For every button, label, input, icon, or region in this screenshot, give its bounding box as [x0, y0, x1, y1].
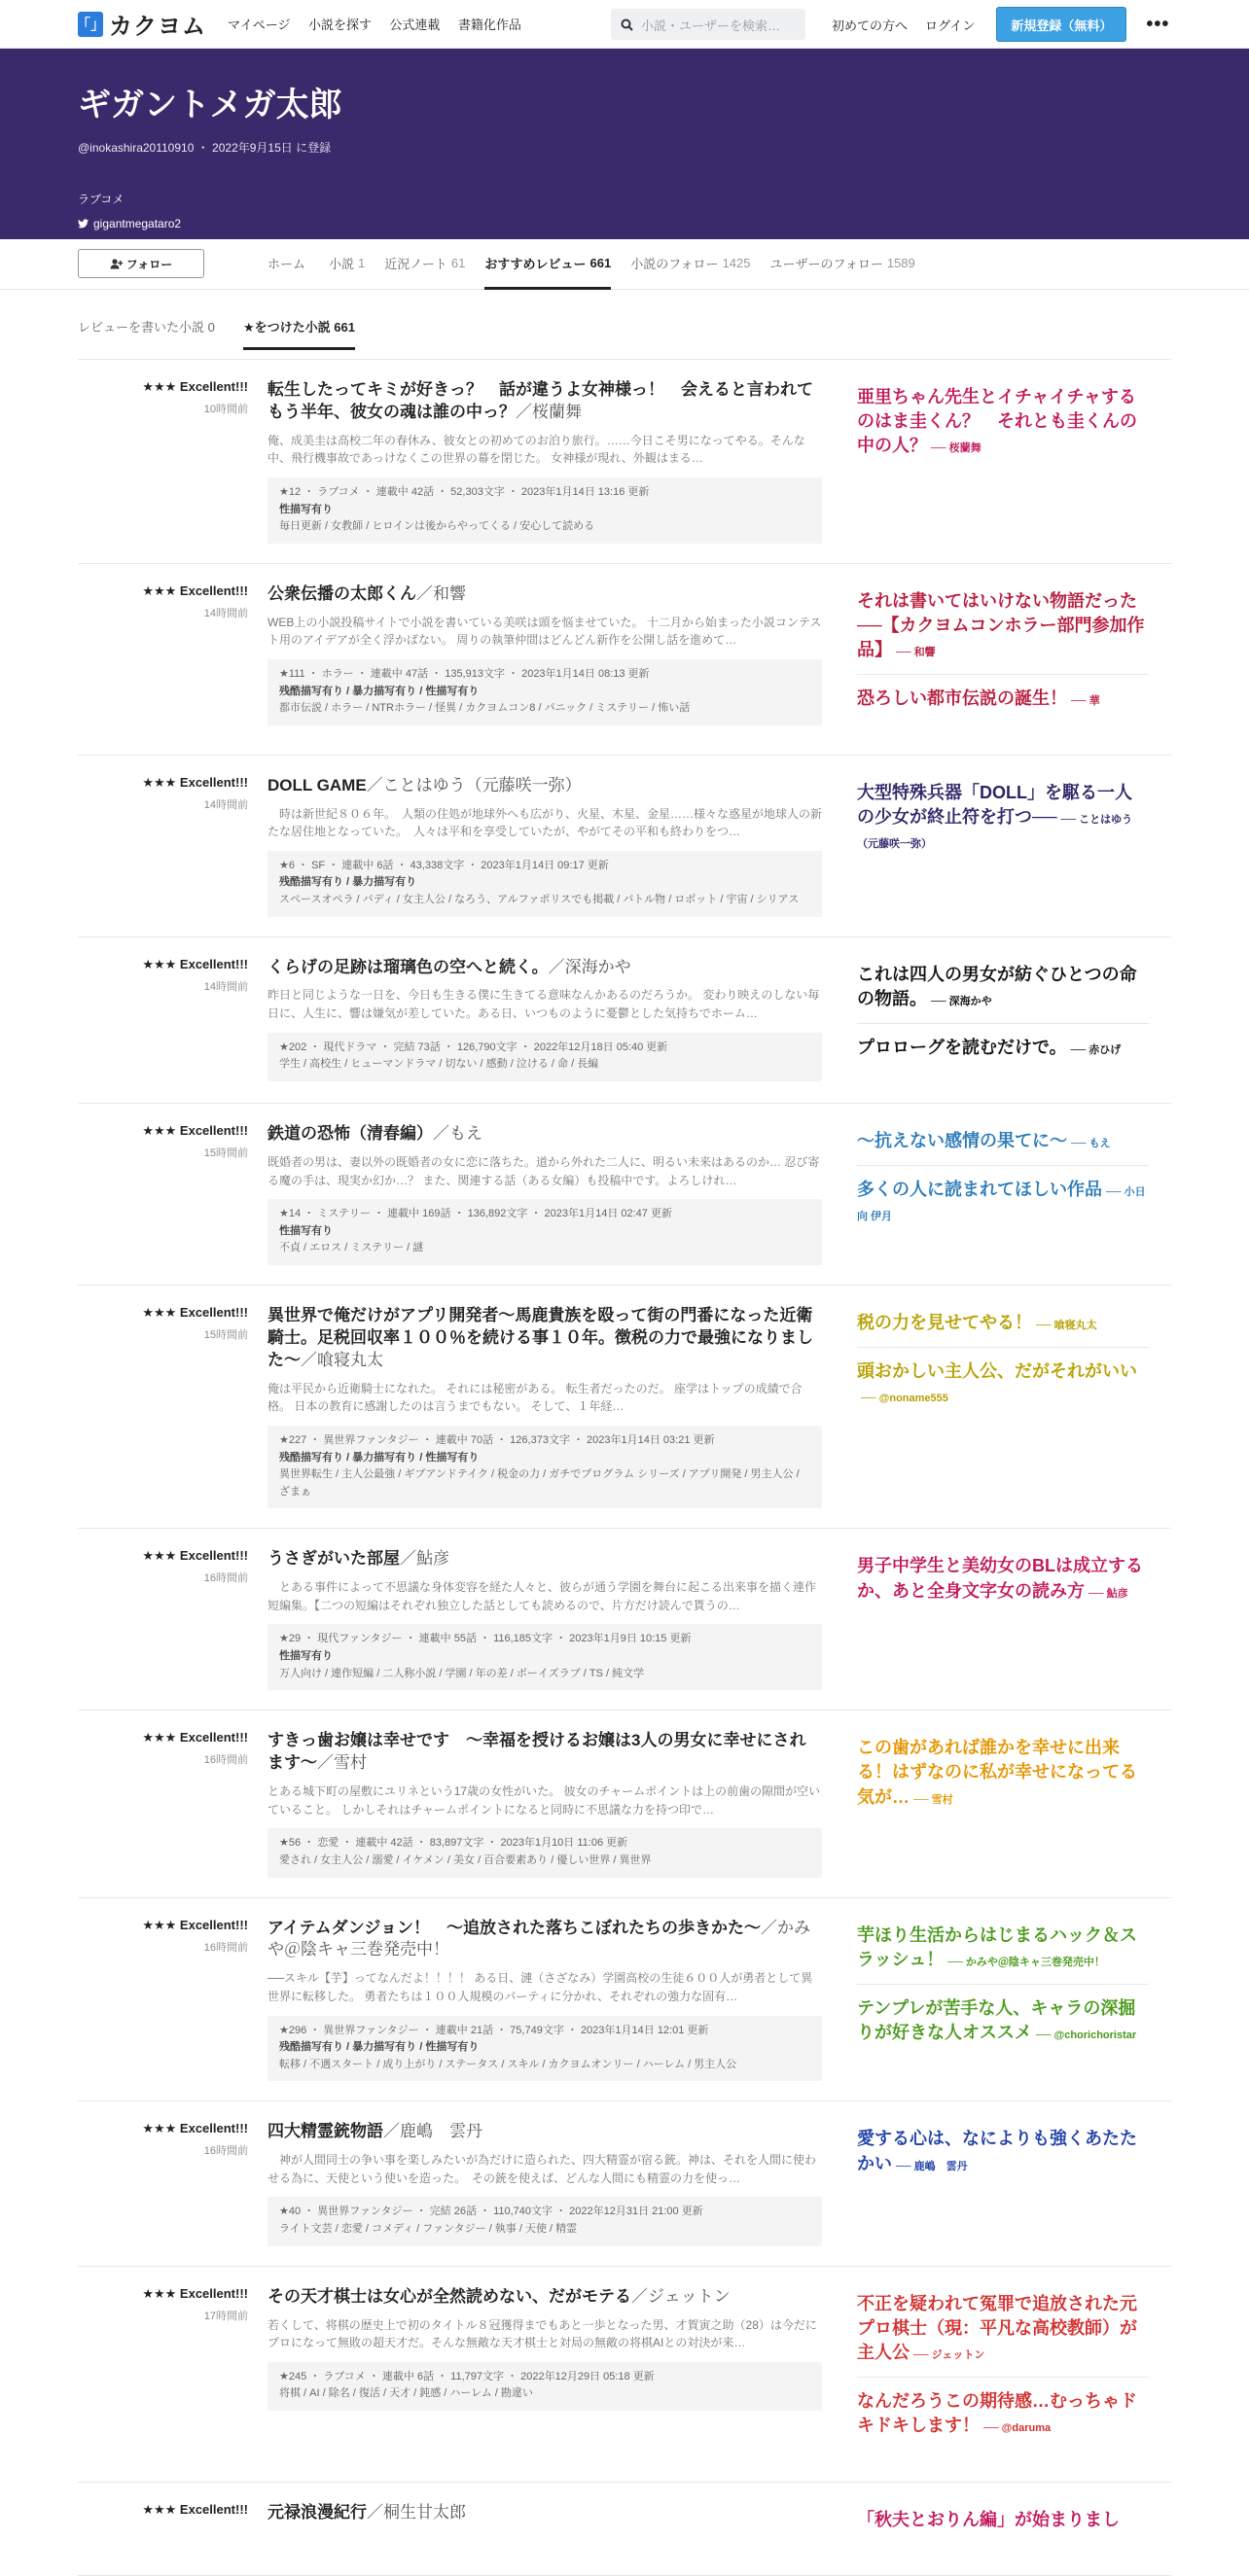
- review-comments: [857, 1305, 1149, 1508]
- novel-title-link[interactable]: [268, 380, 813, 421]
- star-rating: ★★★ Excellent!!!: [142, 2121, 248, 2136]
- login-link[interactable]: ログイン: [925, 18, 976, 33]
- more-icon[interactable]: •••: [1146, 13, 1170, 35]
- novel-author[interactable]: ／ことはゆう（元藤咲一弥）: [366, 775, 582, 794]
- review-comments: [857, 1123, 1149, 1265]
- review-item: [78, 937, 1171, 1105]
- star-rating: ★★★ Excellent!!!: [142, 1548, 248, 1564]
- novel-tags[interactable]: 毎日更新 / 女教師 / ヒロインは後からやってくる / 安心して読める: [279, 520, 595, 533]
- novel-title-link[interactable]: [268, 776, 582, 794]
- novel-title: 異世界で俺だけがアプリ開発者～馬鹿貴族を殴って街の門番になった近衛騎士。足税回収率１００％を続ける事１０年。徴税の力で最強になりました～: [268, 1305, 813, 1369]
- novel-title-link[interactable]: [268, 2287, 731, 2306]
- review-item: [78, 564, 1171, 756]
- review-comments: [857, 2286, 1149, 2462]
- subtab-starred-novels[interactable]: ★をつけた小説 661: [243, 317, 355, 350]
- nav-official[interactable]: 公式連載: [389, 17, 441, 32]
- reviewer: ── @daruma: [983, 2422, 1052, 2435]
- novel-tags[interactable]: 将棋 / AI / 除名 / 復活 / 天才 / 鈍感 / ハーレム / 勘違い: [279, 2387, 533, 2400]
- novel-author[interactable]: ／かみや＠陰キャ三巻発売中！: [268, 1918, 811, 1959]
- novel-intro: とある城下町の屋敷にユリネという17歳の女性がいた。 彼女のチャームポイントは上の前歯の隙間が空いていること。 しかしそれはチャームポイントになると同時に不思議な力を持つ印で…: [268, 1784, 821, 1817]
- signup-button[interactable]: 新規登録（無料）: [996, 7, 1126, 42]
- novel-intro: 神が人間同士の争い事を楽しみたいが為だけに造られた、四大精霊が宿る銃。神は、それを人間に使わせる為に、天使という使いを造った。 その銃を使えば、どんな人間にも精霊の力を使っ…: [268, 2153, 817, 2185]
- review-item: [78, 1529, 1171, 1711]
- review-comment[interactable]: 〜抗えない感情の果てに〜 ── もえ: [857, 1129, 1149, 1166]
- reviewer: ── 喰寝丸太: [1036, 1319, 1097, 1331]
- novel-title: 公衆伝播の太郎くん: [268, 583, 416, 603]
- content-flags: 残酷描写有り / 暴力描写有り: [279, 876, 417, 889]
- tab-reviews[interactable]: おすすめレビュー 661: [484, 239, 611, 290]
- review-comments: [857, 1918, 1149, 2082]
- reviewer: ── 鮎彦: [1088, 1587, 1128, 1600]
- novel-intro: 俺、成美圭は高校二年の春休み、彼女との初めてのお泊り旅行。……今日こそ男になってやる。そんな中、飛行機事故であっけなくこの世界の幕を閉じた。 女神様が現れ、外観はまる…: [268, 433, 805, 466]
- novel-title-link[interactable]: [268, 1919, 810, 1959]
- novel-title-link[interactable]: [268, 2122, 482, 2140]
- novel-author[interactable]: ／喰寝丸太: [301, 1350, 383, 1369]
- novel-stats: ★202 ・ 現代ドラマ ・ 完結 73話 ・ 126,790文字 ・ 2022年12月18日 05:40 更新: [279, 1041, 668, 1053]
- review-item: [78, 1898, 1171, 2102]
- novel-title-link[interactable]: [268, 1124, 482, 1143]
- content-flags: 残酷描写有り / 暴力描写有り / 性描写有り: [279, 1451, 480, 1464]
- reviewer: ── 赤ひげ: [1070, 1043, 1122, 1056]
- review-comment[interactable]: 税の力を見せてやる！ ── 喰寝丸太: [857, 1311, 1149, 1348]
- main-nav: [228, 15, 535, 34]
- novel-author[interactable]: ／桜蘭舞: [516, 402, 582, 421]
- review-item: [78, 756, 1171, 937]
- novel-author[interactable]: ／深海かや: [548, 957, 631, 976]
- novel-intro: ──スキル【芋】ってなんだよ！！！！ ある日、漣（さざなみ）学園高校の生徒６００人が勇者として異世界に転移した。 勇者たちは１００人規模のパーティに分かれ、それぞれの強力な固有…: [268, 1971, 813, 2003]
- nav-books[interactable]: 書籍化作品: [457, 17, 521, 32]
- novel-title-link[interactable]: [268, 958, 631, 976]
- novel-author[interactable]: ／鮎彦: [400, 1549, 449, 1569]
- star-rating: ★★★ Excellent!!!: [142, 1730, 248, 1746]
- follow-label: フォロー: [125, 257, 173, 271]
- review-item: [78, 1286, 1171, 1529]
- novel-title: 四大精霊銃物語: [268, 2122, 383, 2141]
- novel-info: [268, 1828, 822, 1877]
- novel-title-link[interactable]: [268, 2503, 466, 2522]
- novel-stats: ★12 ・ ラブコメ ・ 連載中 42話 ・ 52,303文字 ・ 2023年1月14日 13:16 更新: [279, 486, 650, 499]
- novel-stats: ★296 ・ 異世界ファンタジー ・ 連載中 21話 ・ 75,749文字 ・ 2023年1月14日 12:01 更新: [279, 2024, 709, 2036]
- novel-author[interactable]: ／ジェットン: [631, 2286, 731, 2306]
- novel-stats: ★6 ・ SF ・ 連載中 6話 ・ 43,338文字 ・ 2023年1月14日 09:17 更新: [279, 859, 609, 871]
- novel-title-link[interactable]: [268, 1549, 449, 1568]
- novel-author[interactable]: ／和響: [416, 583, 466, 603]
- star-rating: ★★★ Excellent!!!: [142, 774, 248, 790]
- review-comments: [857, 1548, 1149, 1690]
- novel-tags[interactable]: 万人向け / 連作短編 / 二人称小説 / 学園 / 年の差 / ボーイズラブ / TS / 純文学: [279, 1667, 645, 1679]
- reviewer: ── 鹿嶋 雲丹: [896, 2160, 968, 2172]
- profile-meta: @inokashira20110910 ・ 2022年9月15日 に登録: [78, 141, 332, 155]
- review-time: 14時間前: [203, 607, 248, 619]
- novel-stats: ★227 ・ 異世界ファンタジー ・ 連載中 70話 ・ 126,373文字 ・ 2023年1月14日 03:21 更新: [279, 1433, 715, 1446]
- novel-author[interactable]: ／鹿嶋 雲丹: [383, 2122, 482, 2141]
- star-rating: ★★★ Excellent!!!: [142, 2285, 248, 2301]
- star-rating: ★★★ Excellent!!!: [142, 379, 248, 394]
- review-time: 10時間前: [203, 404, 248, 415]
- tab-home[interactable]: ホーム: [268, 257, 306, 271]
- review-comment[interactable]: 多くの人に読まれてほしい作品 ── 小日向 伊月: [857, 1180, 1146, 1223]
- review-time: 16時間前: [203, 1941, 248, 1954]
- review-comment[interactable]: プロローグを読むだけで。 ── 赤ひげ: [857, 1037, 1122, 1057]
- profile-tabs: [268, 239, 935, 290]
- nav-mypage[interactable]: マイページ: [228, 17, 291, 32]
- review-time: 15時間前: [203, 1147, 248, 1160]
- novel-title-link[interactable]: [268, 584, 466, 603]
- star-rating: ★★★ Excellent!!!: [142, 1917, 248, 1932]
- search-icon: [621, 18, 633, 31]
- novel-stats: ★29 ・ 現代ファンタジー ・ 連載中 55話 ・ 116,185文字 ・ 2023年1月9日 10:15 更新: [279, 1633, 692, 1645]
- novel-title: すきっ歯お嬢は幸せです ～幸福を授けるお嬢は3人の男女に幸せにされます～: [268, 1731, 806, 1773]
- reviewer: ── 小日向 伊月: [857, 1186, 1146, 1223]
- reviewer: ── ことはゆう（元藤咲一弥）: [857, 813, 1133, 850]
- star-rating: ★★★ Excellent!!!: [142, 1123, 248, 1139]
- novel-title: 転生したってキミが好きっ？ 話が違うよ女神様っ！ 会えると言われてもう半年、彼女の魂は誰の中っ？: [268, 380, 813, 421]
- novel-info: [268, 2197, 822, 2245]
- site-header: [0, 0, 1249, 49]
- reviewer: ── ジェットン: [913, 2349, 985, 2362]
- review-time: 16時間前: [203, 2145, 248, 2158]
- review-item: [78, 360, 1171, 564]
- logo[interactable]: [78, 7, 206, 41]
- review-comment[interactable]: 「秋夫とおりん編」が始まりまし: [857, 2509, 1120, 2529]
- add-user-icon: [110, 259, 123, 269]
- novel-tags[interactable]: 愛され / 女主人公 / 溺愛 / イケメン / 美女 / 百合要素あり / 優しい世界 / 異世界: [279, 1853, 652, 1866]
- novel-author[interactable]: ／桐生甘太郎: [367, 2502, 466, 2522]
- novel-info: [268, 1033, 822, 1081]
- tab-followed-users[interactable]: ユーザーのフォロー 1589: [769, 256, 915, 271]
- tab-notes[interactable]: 近況ノート 61: [384, 256, 466, 271]
- review-item: [78, 2267, 1171, 2483]
- reviewer: ── 華: [1071, 695, 1100, 708]
- twitter-icon: [78, 219, 89, 229]
- reviewer: ── @noname555: [861, 1393, 948, 1405]
- novel-tags[interactable]: 学生 / 高校生 / ヒューマンドラマ / 切ない / 感動 / 泣ける / 命 / 長編: [279, 1058, 599, 1071]
- review-time: 16時間前: [203, 1572, 248, 1585]
- novel-info: [268, 2362, 822, 2411]
- star-rating: ★★★ Excellent!!!: [142, 1304, 248, 1320]
- novel-info: [268, 659, 822, 725]
- review-comment[interactable]: 芋ほり生活からはじまるハック＆スラッシュ！ ── かみや＠陰キャ三巻発売中！: [857, 1923, 1149, 1985]
- review-comment[interactable]: なんだろうこの期待感…むっちゃドキドキします！ ── @daruma: [857, 2391, 1137, 2436]
- novel-title-link[interactable]: [268, 1306, 813, 1369]
- profile-bio: ラブコメ: [78, 193, 125, 206]
- review-comments: [857, 2502, 1149, 2556]
- reviewer: ── 深海かや: [931, 995, 992, 1007]
- review-comments: [857, 583, 1149, 735]
- novel-intro: 時は新世紀８０６年。 人類の住処が地球外へも広がり、火星、木星、金星……様々な惑星が地球人の新たな居住地となっていた。 人々は平和を享受していたが、やがてその平和も終わりをつ…: [268, 806, 823, 839]
- review-time: 14時間前: [203, 798, 248, 811]
- review-comment[interactable]: 頭おかしい主人公、だがそれがいい── @noname555: [857, 1361, 1137, 1405]
- novel-info: [268, 1624, 822, 1690]
- review-comment[interactable]: これは四人の男女が紡ぐひとつの命の物語。 ── 深海かや: [857, 963, 1149, 1024]
- review-comment[interactable]: それは書いてはいけない物語だった──【カクヨムコンホラー部門参加作品】 ── 和響: [857, 589, 1149, 676]
- novel-title: くらげの足跡は瑠璃色の空へと続く。: [268, 957, 549, 976]
- profile-tabs-row: [0, 239, 1249, 290]
- content-flags: 残酷描写有り / 暴力描写有り / 性描写有り: [279, 2041, 480, 2054]
- review-subtabs: [78, 290, 1171, 360]
- review-item: [78, 1104, 1171, 1286]
- novel-title: 鉄道の恐怖（清春編）: [268, 1124, 433, 1144]
- novel-tags[interactable]: 都市伝説 / ホラー / NTRホラー / 怪異 / カクヨムコン8 / パニック / ミステリー / 怖い話: [279, 702, 691, 715]
- star-rating: ★★★ Excellent!!!: [142, 2501, 248, 2517]
- novel-intro: WEB上の小説投稿サイトで小説を書いている美咲は頭を悩ませていた。 十二月から始まった小説コンテスト用のアイデアが全く浮かばない。 周りの執筆仲間はどんどん新作を公開し話を進めて…: [268, 615, 822, 648]
- review-time: 14時間前: [203, 980, 248, 993]
- novel-stats: ★40 ・ 異世界ファンタジー ・ 完結 26話 ・ 110,740文字 ・ 2022年12月31日 21:00 更新: [279, 2205, 703, 2218]
- novel-info: [268, 2016, 822, 2082]
- review-list: [78, 360, 1171, 2576]
- tab-novels[interactable]: 小説 1: [329, 256, 366, 271]
- novel-title: DOLL GAME: [268, 775, 367, 794]
- subtab-written-reviews[interactable]: レビューを書いた小説 0: [78, 320, 215, 335]
- novel-intro: 昨日と同じような一日を、今日も生きる僕に生きてる意味なんかあるのだろうか。 変わり映えのしない毎日に、人生に、響は嫌気が差していた。ある日、いつものように憂鬱とした気持ちでホーム…: [268, 988, 820, 1021]
- search-placeholder: 小説・ユーザーを検索…: [641, 18, 781, 33]
- review-comment[interactable]: 愛する心は、なによりも強くあたたかい ── 鹿嶋 雲丹: [857, 2129, 1137, 2173]
- reviewer: ── かみや＠陰キャ三巻発売中！: [947, 1956, 1105, 1968]
- review-item: [78, 1711, 1171, 1897]
- novel-intro: 俺は平民から近衛騎士になれた。 それには秘密がある。 転生者だったのだ。 座学はトップの成績で合格。 日本の教育に感謝したのは言うまでもない。 そして、１年経…: [268, 1381, 803, 1414]
- novel-author[interactable]: ／雪村: [317, 1753, 367, 1773]
- review-comments: [857, 775, 1149, 917]
- reviewer: ── 雪村: [913, 1793, 953, 1806]
- review-comments: [857, 379, 1149, 544]
- novel-stats: ★14 ・ ミステリー ・ 連載中 169話 ・ 136,892文字 ・ 2023年1月14日 02:47 更新: [279, 1208, 672, 1220]
- review-comment[interactable]: 不正を疑われて冤罪で追放された元プロ棋士（現：平凡な高校教師）が主人公 ── ジェットン: [857, 2292, 1149, 2379]
- search-input[interactable]: [611, 9, 805, 40]
- review-comment[interactable]: テンプレが苦手な人、キャラの深掘りが好きな人オススメ ── @chorichoristar: [857, 1997, 1137, 2043]
- review-comment[interactable]: 男子中学生と美幼女のBLは成立するか、あと全身文字女の読み方 ── 鮎彦: [857, 1556, 1143, 1601]
- novel-info: [268, 1199, 822, 1265]
- novel-title-link[interactable]: [268, 1731, 805, 1772]
- reviewer: ── もえ: [1071, 1138, 1111, 1150]
- content-flags: 性描写有り: [279, 503, 333, 515]
- reviewer: ── 和響: [896, 647, 936, 659]
- logo-icon: 「」: [78, 12, 103, 37]
- content-flags: 性描写有り: [279, 1650, 333, 1663]
- content-flags: 性描写有り: [279, 1224, 333, 1237]
- review-comment[interactable]: 恐ろしい都市伝説の誕生！ ── 華: [857, 688, 1100, 709]
- reviewer: ── 桜蘭舞: [931, 442, 981, 455]
- novel-author[interactable]: ／もえ: [433, 1124, 482, 1144]
- novel-tags[interactable]: 異世界転生 / 主人公最強 / ギブアンドテイク / 税金の力 / ガチでプログラム シリーズ / アプリ開発 / 男主人公 / ざまぁ: [279, 1468, 800, 1498]
- novel-tags[interactable]: 不貞 / エロス / ミステリー / 謎: [279, 1242, 424, 1254]
- twitter-handle: gigantmegataro2: [93, 217, 182, 230]
- novel-intro: 若くして、将棋の歴史上で初のタイトル８冠獲得までもあと一歩となった男、才賀寅之助（28）は今だにプロになって無敗の超天才だ。そんな無敵な天才棋士と対局の無敵の将棋AIとの対決が来…: [268, 2317, 817, 2350]
- novel-info: [268, 477, 822, 544]
- first-time-link[interactable]: 初めての方へ: [832, 18, 909, 33]
- novel-stats: ★111 ・ ホラー ・ 連載中 47話 ・ 135,913文字 ・ 2023年1月14日 08:13 更新: [279, 667, 650, 680]
- review-item: [78, 2101, 1171, 2266]
- review-item: [78, 2483, 1171, 2576]
- profile-name: ギガントメガ太郎: [78, 87, 342, 124]
- novel-stats: ★245 ・ ラブコメ ・ 連載中 6話 ・ 11,797文字 ・ 2022年12月29日 05:18 更新: [279, 2370, 655, 2382]
- header-right: [832, 0, 1169, 49]
- novel-intro: とある事件によって不思議な身体変容を経た人々と、彼らが通う学園を舞台に起こる出来事を描く連作短編集。【二つの短編はそれぞれ独立した話としても読めるので、片方だけ読んで貰うの…: [268, 1580, 817, 1612]
- review-comments: [857, 1730, 1149, 1877]
- novel-title: その天才棋士は女心が全然読めない、だがモテる: [268, 2286, 631, 2306]
- profile-hero: [0, 49, 1249, 239]
- novel-intro: 既婚者の男は、妻以外の既婚者の女に恋に落ちた。道から外れた二人に、明るい未来はあるのか… 忍び寄る魔の手は、現実か幻か…？ また、関連する話（ある女編）も投稿中です。よろしけれ…: [268, 1155, 820, 1187]
- novel-info: [268, 1426, 822, 1508]
- novel-title: 元禄浪漫紀行: [268, 2502, 367, 2522]
- twitter-link[interactable]: [78, 217, 1171, 230]
- star-rating: ★★★ Excellent!!!: [142, 956, 248, 971]
- novel-tags[interactable]: スペースオペラ / バディ / 女主人公 / なろう、アルファポリスでも掲載 / バトル物 / ロボット / 宇宙 / シリアス: [279, 893, 800, 905]
- star-rating: ★★★ Excellent!!!: [142, 582, 248, 598]
- review-comment[interactable]: 大型特殊兵器「DOLL」を駆る一人の少女が終止符を打つ── ── ことはゆう（元藤咲一弥）: [857, 782, 1133, 850]
- reviewer: ── @chorichoristar: [1035, 2029, 1137, 2042]
- nav-search-novels[interactable]: 小説を探す: [307, 17, 372, 32]
- logo-text: カクヨム: [109, 14, 206, 40]
- novel-tags[interactable]: ライト文芸 / 恋愛 / コメディ / ファンタジー / 執事 / 天使 / 精霊: [279, 2223, 578, 2236]
- review-comments: [857, 957, 1149, 1084]
- review-comments: [857, 2121, 1149, 2245]
- content-flags: 残酷描写有り / 暴力描写有り / 性描写有り: [279, 685, 480, 697]
- review-comment[interactable]: 亜里ちゃん先生とイチャイチャするのはま圭くん？ それとも圭くんの中の人？ ── 桜蘭舞: [857, 387, 1137, 456]
- novel-info: [268, 851, 822, 917]
- follow-button[interactable]: [78, 249, 204, 278]
- novel-title: アイテムダンジョン！ ～追放された落ちこぼれたちの歩きかた～: [268, 1918, 762, 1937]
- novel-tags[interactable]: 転移 / 不遇スタート / 成り上がり / ステータス / スキル / カクヨムオンリー / ハーレム / 男主人公: [279, 2058, 737, 2070]
- novel-title: うさぎがいた部屋: [268, 1549, 400, 1569]
- review-time: 17時間前: [203, 2310, 248, 2322]
- review-comment[interactable]: この歯があれば誰かを幸せに出来る！はずなのに私が幸せになってる気が… ── 雪村: [857, 1738, 1137, 1807]
- tab-followed-novels[interactable]: 小説のフォロー 1425: [630, 256, 751, 271]
- review-time: 15時間前: [203, 1328, 248, 1341]
- review-time: 16時間前: [203, 1754, 248, 1767]
- novel-stats: ★56 ・ 恋愛 ・ 連載中 42話 ・ 83,897文字 ・ 2023年1月10日 11:06 更新: [279, 1837, 628, 1850]
